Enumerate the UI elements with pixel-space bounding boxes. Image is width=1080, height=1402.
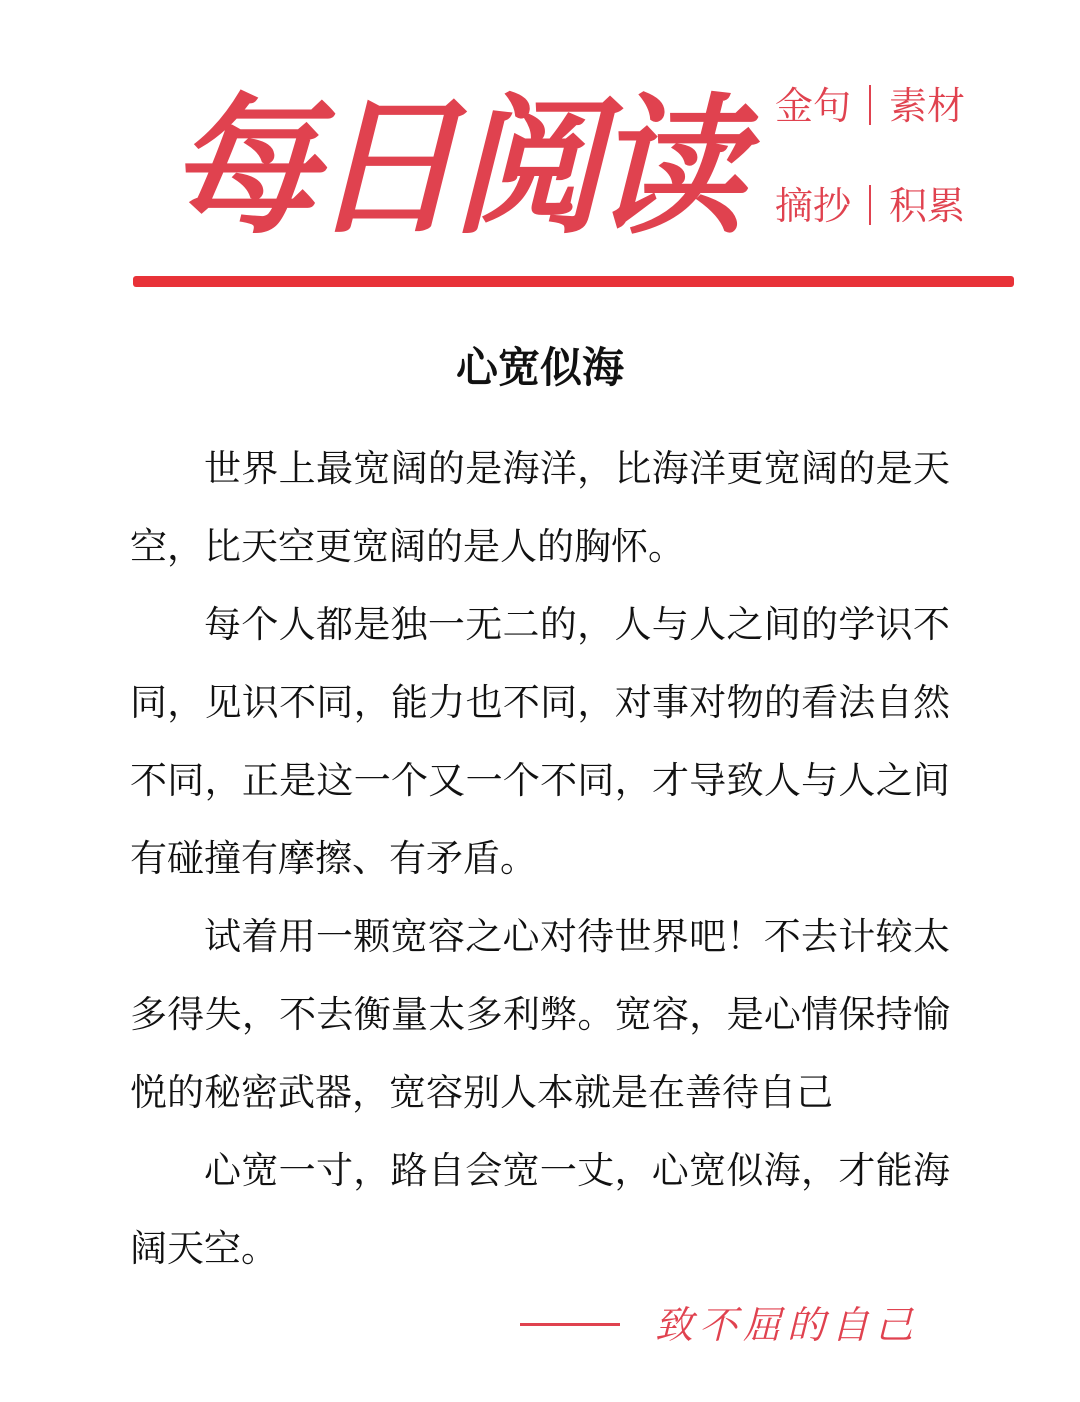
tagline-excerpt: 摘抄 xyxy=(775,184,852,228)
tagline-divider xyxy=(869,185,871,225)
masthead-title: 每日阅读 xyxy=(168,79,737,255)
tagline-accumulate: 积累 xyxy=(889,184,966,228)
paragraph: 心宽一寸，路自会宽一丈，心宽似海，才能海阔天空。 xyxy=(130,1149,950,1270)
article-title: 心宽似海 xyxy=(455,343,624,392)
article-body xyxy=(130,430,950,1288)
signature-dash xyxy=(520,1323,620,1326)
signature xyxy=(520,1295,940,1355)
paragraph: 试着用一颗宽容之心对待世界吧！不去计较太多得失，不去衡量太多利弊。宽容，是心情保持愉悦的秘密武器，宽容别人本就是在善待自己 xyxy=(130,915,950,1114)
tagline-material: 素材 xyxy=(889,84,966,128)
paragraph: 每个人都是独一无二的，人与人之间的学识不同，见识不同，能力也不同，对事对物的看法自然不同，正是这一个又一个不同，才导致人与人之间有碰撞有摩擦、有矛盾。 xyxy=(130,603,950,880)
tagline-divider xyxy=(869,85,871,125)
signature-text: 致不屈的自己 xyxy=(655,1303,920,1347)
tagline-row-1 xyxy=(775,78,995,134)
header-rule xyxy=(133,276,1014,287)
paragraph: 世界上最宽阔的是海洋，比海洋更宽阔的是天空，比天空更宽阔的是人的胸怀。 xyxy=(130,447,950,568)
tagline-quotes: 金句 xyxy=(775,84,852,128)
tagline-row-2 xyxy=(775,178,995,234)
